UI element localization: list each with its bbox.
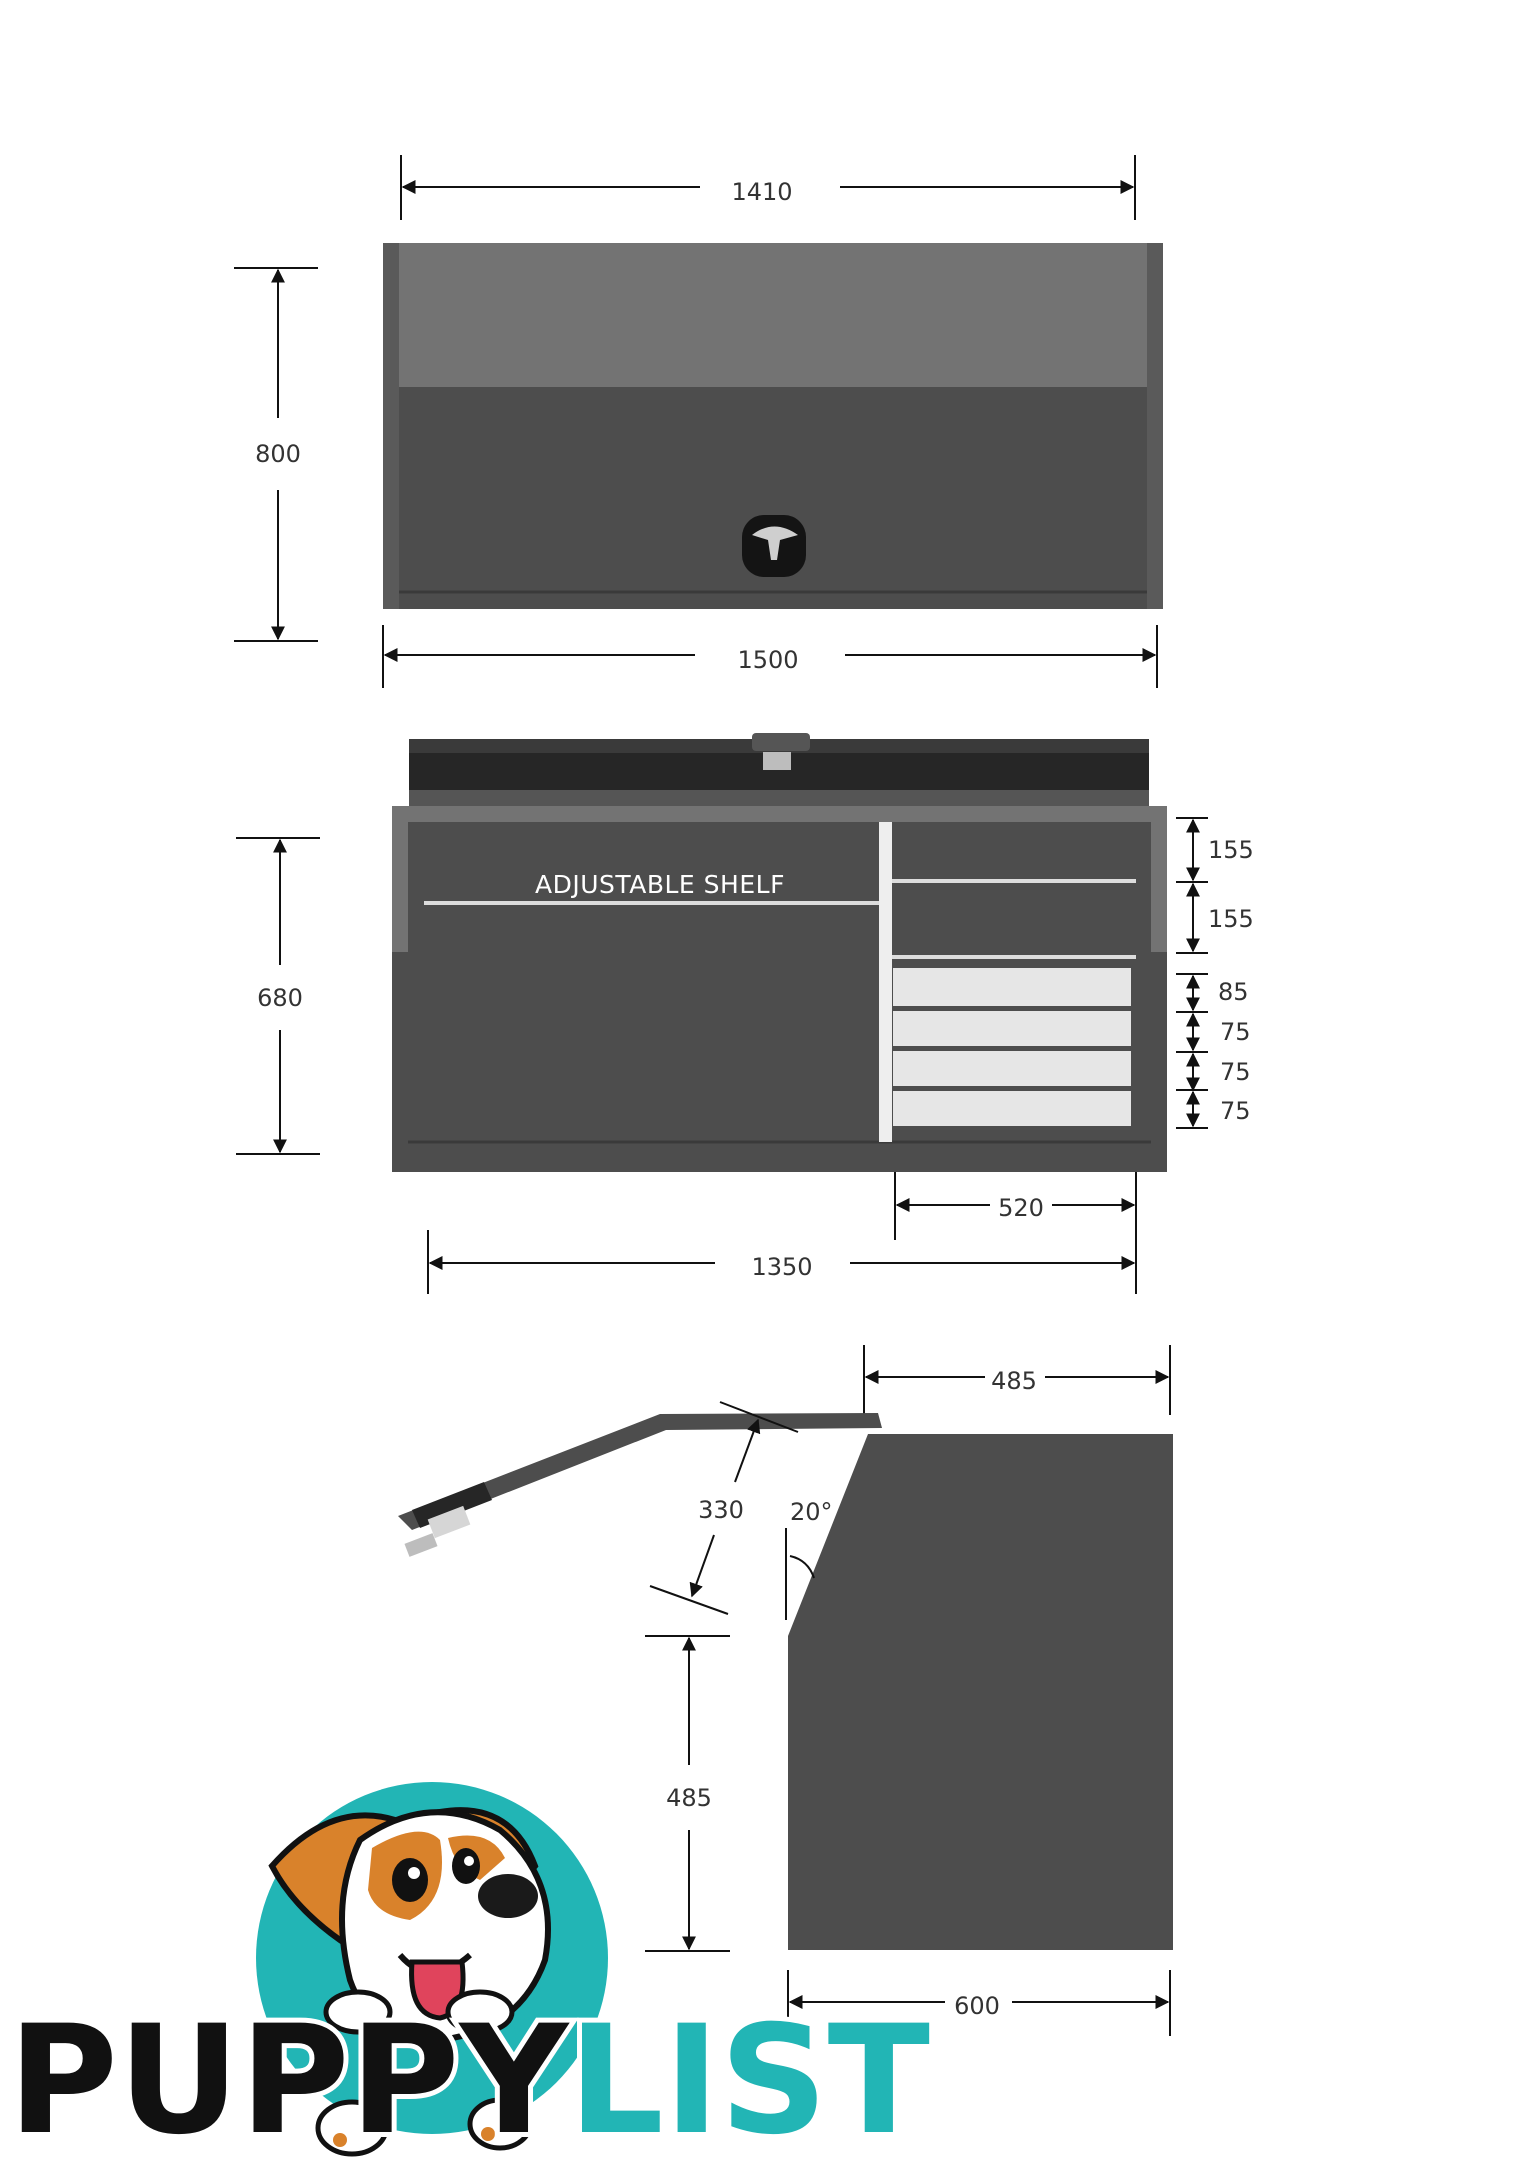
side-open-lid — [398, 1413, 882, 1557]
drawer — [893, 1011, 1131, 1046]
angle-label: 20° — [790, 1498, 833, 1526]
logo-text-list: LIST — [568, 1994, 930, 2160]
inner-width-label: 1350 — [751, 1253, 813, 1281]
dim-compartment-heights — [1176, 818, 1208, 1128]
side-top-depth-label: 485 — [991, 1367, 1037, 1395]
side-box — [788, 1434, 1173, 1950]
compartment-height-4: 75 — [1220, 1018, 1251, 1046]
drawer — [893, 968, 1131, 1006]
drawer — [893, 1091, 1131, 1126]
front-view — [234, 155, 1163, 688]
drawer-width-label: 520 — [998, 1194, 1044, 1222]
lock-handle-icon — [742, 515, 806, 577]
compartment-height-2: 155 — [1208, 905, 1254, 933]
compartment-height-5: 75 — [1220, 1058, 1251, 1086]
side-lower-height-label: 485 — [666, 1784, 712, 1812]
front-box — [383, 243, 1163, 609]
adjustable-shelf-label: ADJUSTABLE SHELF — [535, 870, 785, 899]
logo-text — [8, 1994, 930, 2160]
compartment-height-1: 155 — [1208, 836, 1254, 864]
interior-box — [392, 806, 1167, 1172]
front-bottom-width-label: 1500 — [737, 646, 799, 674]
logo-text-puppy: PUPPY — [8, 1994, 569, 2160]
interior-view — [236, 733, 1254, 1294]
drawer — [893, 1051, 1131, 1086]
lid-length-label: 330 — [698, 1496, 744, 1524]
side-depth-label: 600 — [954, 1992, 1000, 2020]
front-height-label: 800 — [255, 440, 301, 468]
interior-height-label: 680 — [257, 984, 303, 1012]
open-lid — [409, 733, 1149, 806]
compartment-height-3: 85 — [1218, 978, 1249, 1006]
front-top-width-label: 1410 — [731, 178, 793, 206]
compartment-height-6: 75 — [1220, 1097, 1251, 1125]
